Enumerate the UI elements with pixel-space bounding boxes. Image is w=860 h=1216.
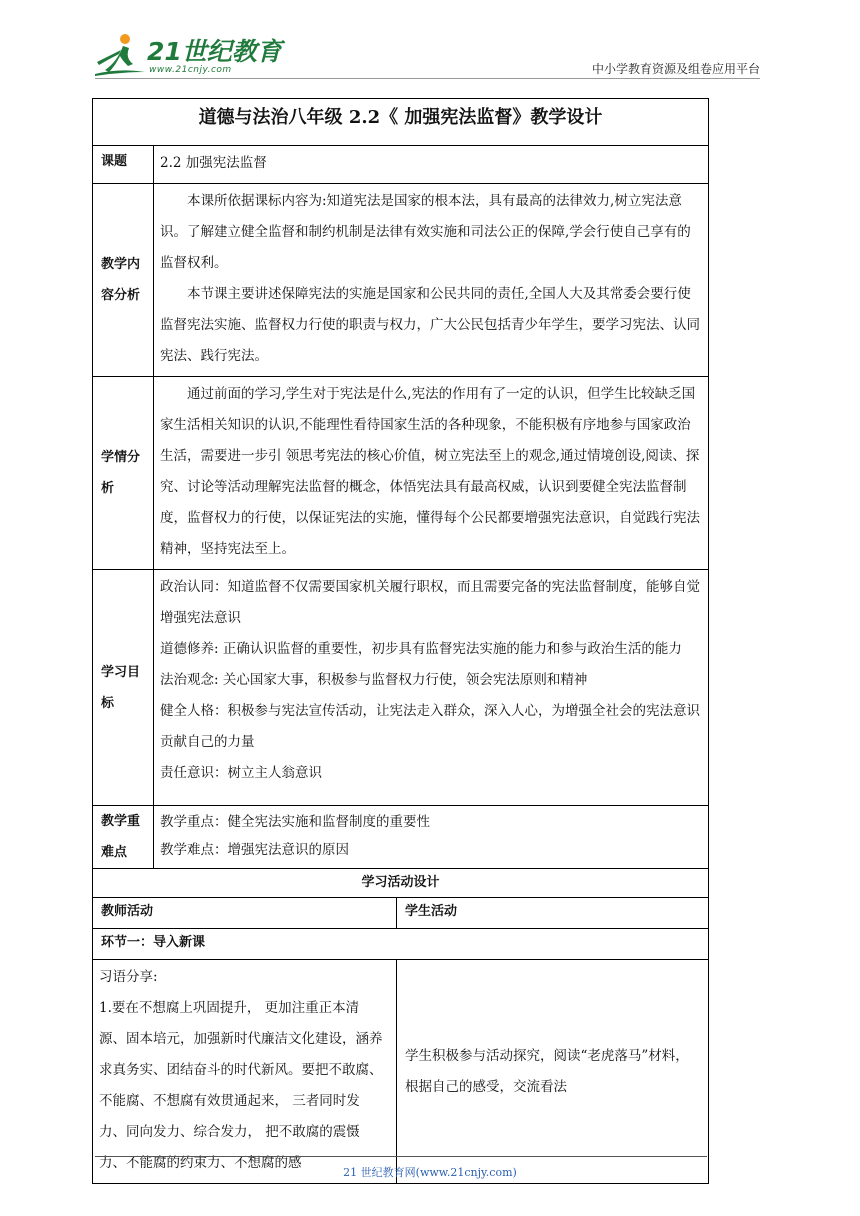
runner-logo-icon [95, 32, 145, 78]
key-point-item: 教学重点：健全宪法实施和监督制度的重要性 [160, 814, 430, 830]
teacher-activity-cell [93, 960, 397, 1184]
topic-value: 2.2 加强宪法监督 [154, 146, 709, 184]
content-analysis-label: 教学内容分析 [93, 184, 154, 377]
student-activity-text: 学生积极参与活动探究，阅读“老虎落马”材料，根据自己的感受，交流看法 [405, 1047, 689, 1095]
objectives-cell [154, 570, 709, 806]
footer-link[interactable]: 21 世纪教育网(www.21cnjy.com) [343, 1166, 517, 1179]
teacher-activity-text: 1.要在不想腐上巩固提升， 更加注重正本清源、固本培元，加强新时代廉洁文化建设，涵养求真务实、团结奋斗的时代新风。要把不敢腐、不能腐、不想腐有效贯通起来， 三者同时发力、同向发力、综合发力， 把不敢腐的震慑力、不能腐的约束力、不想腐的感 [99, 1000, 383, 1171]
key-points-label: 教学重难点 [93, 806, 154, 869]
activity-section-title: 学习活动设计 [93, 869, 709, 898]
footer-divider [95, 1156, 707, 1157]
header-divider [95, 78, 760, 79]
objective-item: 责任意识：树立主人翁意识 [160, 765, 322, 781]
logo-text: 21世纪教育 [147, 37, 282, 66]
key-point-item: 教学难点：增强宪法意识的原因 [160, 842, 349, 858]
learner-analysis-label: 学情分析 [93, 377, 154, 570]
content-analysis-cell [154, 184, 709, 377]
content-analysis-paragraph: 本节课主要讲述保障宪法的实施是国家和公民共同的责任,全国人大及其常委会要行使监督宪法实施、监督权力行使的职责与权力，广大公民包括青少年学生，要学习宪法、认同宪法、践行宪法。 [160, 286, 700, 364]
site-logo[interactable] [95, 32, 282, 78]
header-platform-text: 中小学教育资源及组卷应用平台 [591, 62, 760, 76]
key-points-cell [154, 806, 709, 869]
lesson-plan-table [92, 98, 709, 1184]
objective-item: 政治认同：知道监督不仅需要国家机关履行职权，而且需要完备的宪法监督制度，能够自觉增强宪法意识 [160, 579, 700, 626]
student-activity-cell [397, 960, 709, 1184]
objective-item: 健全人格：积极参与宪法宣传活动，让宪法走入群众，深入人心，为增强全社会的宪法意识贡献自己的力量 [160, 703, 700, 750]
topic-label: 课题 [93, 146, 154, 184]
content-analysis-paragraph: 本课所依据课标内容为:知道宪法是国家的根本法，具有最高的法律效力,树立宪法意识。了解建立健全监督和制约机制是法律有效实施和司法公正的保障,学会行使自己享有的监督权利。 [160, 193, 691, 271]
document-title: 道德与法治八年级 2.2《 加强宪法监督》教学设计 [93, 99, 709, 146]
teacher-activity-header: 教师活动 [93, 898, 397, 929]
objectives-label: 学习目标 [93, 570, 154, 806]
learner-analysis-cell [154, 377, 709, 570]
learner-analysis-paragraph: 通过前面的学习,学生对于宪法是什么,宪法的作用有了一定的认识，但学生比较缺乏国家生活相关知识的认识,不能理性看待国家生活的各种现象，不能积极有序地参与国家政治生活，需要进一步引 领思考宪法的核心价值，树立宪法至上的观念,通过情境创设,阅读、探究、讨论等活动理解宪法监督的概念，体悟宪法具有最高权威，认识到要健全宪法监督制度，监督权力的行使，以保证宪法的实施，懂得每个公民都要增强宪法意识，自觉践行宪法精神，坚持宪法至上。 [160, 386, 700, 557]
objective-item: 法治观念: 关心国家大事，积极参与监督权力行使，领会宪法原则和精神 [160, 672, 588, 688]
segment-title: 环节一：导入新课 [93, 929, 709, 960]
teacher-activity-intro: 习语分享: [99, 969, 158, 985]
objective-item: 道德修养: 正确认识监督的重要性，初步具有监督宪法实施的能力和参与政治生活的能力 [160, 641, 682, 657]
logo-url: www.21cnjy.com [149, 65, 232, 75]
student-activity-header: 学生活动 [397, 898, 709, 929]
page-header [95, 30, 760, 80]
